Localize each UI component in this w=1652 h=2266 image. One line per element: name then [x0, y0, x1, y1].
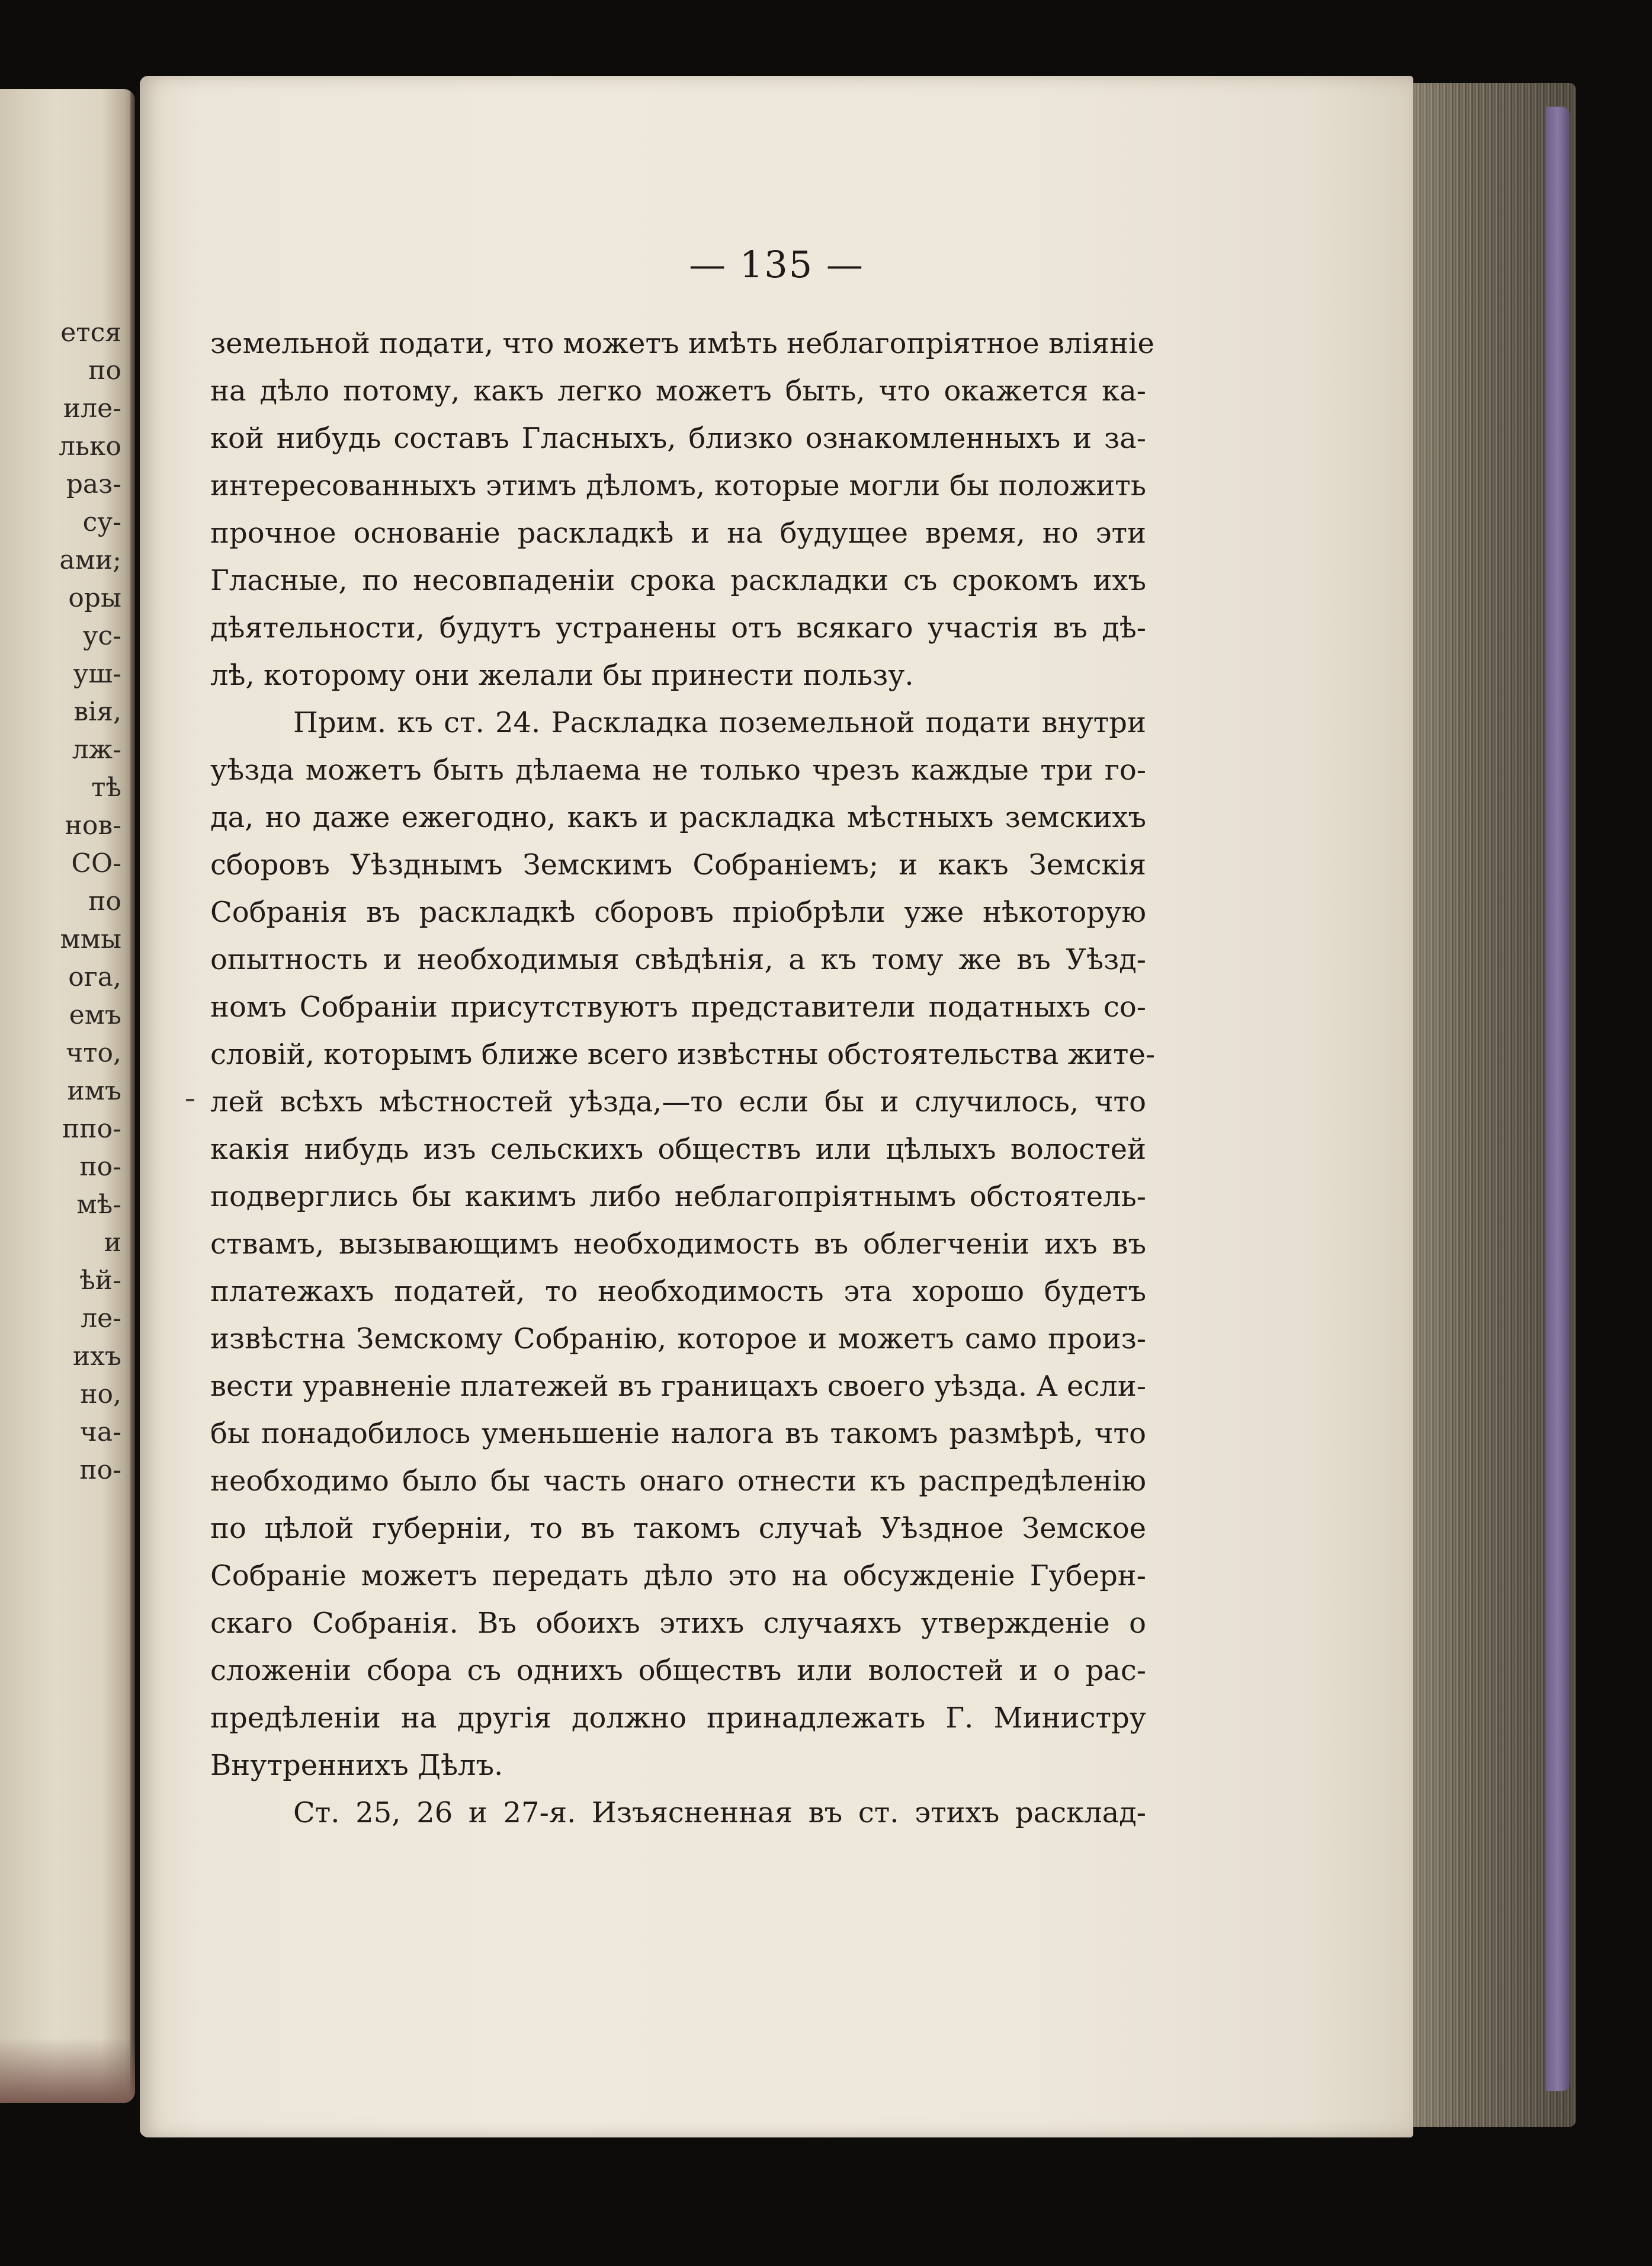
previous-page-line: ихъ	[72, 1341, 121, 1371]
previous-page-line: ле-	[81, 1303, 121, 1334]
previous-page-line: ется	[60, 318, 121, 348]
text-line: извѣстна Земскому Собранію, которое и можетъ само произ-	[210, 1322, 1146, 1355]
previous-page-line: су-	[82, 507, 121, 537]
previous-page-line: вія,	[73, 697, 121, 727]
previous-page-line: по-	[79, 1152, 121, 1182]
previous-page-line: ами;	[59, 545, 121, 575]
previous-page-line: лж-	[72, 735, 121, 765]
text-line: ствамъ, вызывающимъ необходимость въ облегченіи ихъ въ	[210, 1227, 1146, 1261]
page-body	[210, 320, 1156, 1836]
text-line: земельной подати, что можетъ имѣть неблагопріятное вліяніе	[210, 327, 1154, 360]
text-line: да, но даже ежегодно, какъ и раскладка мѣстныхъ земскихъ	[210, 801, 1146, 834]
previous-page-line: емъ	[69, 1000, 121, 1030]
previous-page-line: ммы	[60, 924, 121, 954]
gutter-shadow	[130, 89, 135, 2103]
text-line: на дѣло потому, какъ легко можетъ быть, что окажется ка-	[210, 374, 1146, 408]
previous-page-line: ус-	[82, 621, 121, 651]
text-line: Ст. 25, 26 и 27-я. Изъясненная въ ст. этихъ расклад-	[293, 1796, 1146, 1829]
previous-page-line: по	[88, 355, 121, 386]
text-line: скаго Собранія. Въ обоихъ этихъ случаяхъ утвержденіе о	[210, 1607, 1146, 1640]
previous-page-line: иле-	[63, 393, 121, 424]
previous-page-line: ппо-	[62, 1114, 121, 1144]
previous-page-line: оры	[68, 583, 121, 613]
margin-mark	[186, 1099, 194, 1101]
text-line: дѣятельности, будутъ устранены отъ всякаго участія въ дѣ-	[210, 611, 1146, 645]
text-line: бы понадобилось уменьшеніе налога въ такомъ размѣрѣ, что	[210, 1417, 1146, 1450]
previous-page-line: но,	[80, 1379, 121, 1409]
previous-page-line: что,	[66, 1038, 121, 1068]
text-line: сборовъ Уѣзднымъ Земскимъ Собраніемъ; и какъ Земскія	[210, 848, 1146, 882]
text-line: необходимо было бы часть онаго отнести къ распредѣленію	[210, 1464, 1146, 1498]
page-stain	[0, 2038, 135, 2103]
previous-page-line: ога,	[68, 962, 121, 992]
text-line: Гласные, по несовпаденіи срока раскладки съ срокомъ ихъ	[210, 564, 1146, 597]
previous-page-sliver	[0, 89, 135, 2103]
previous-page-line: имъ	[67, 1076, 121, 1106]
text-line: словій, которымъ ближе всего извѣстны обстоятельства жите-	[210, 1038, 1156, 1071]
previous-page-line: ѣй-	[79, 1265, 121, 1296]
previous-page-line: нов-	[65, 810, 121, 841]
text-line: платежахъ податей, то необходимость эта хорошо будетъ	[210, 1275, 1146, 1308]
previous-page-line: по	[88, 886, 121, 916]
text-line: подверглись бы какимъ либо неблагопріятнымъ обстоятель-	[210, 1180, 1146, 1213]
text-line: Внутреннихъ Дѣлъ.	[210, 1749, 503, 1782]
previous-page-line: раз-	[66, 469, 121, 499]
text-line: лѣ, которому они желали бы принести пользу.	[210, 659, 914, 692]
previous-page-line: мѣ-	[76, 1190, 121, 1220]
text-line: какія нибудь изъ сельскихъ обществъ или цѣлыхъ волостей	[210, 1133, 1146, 1166]
previous-page-line: и	[104, 1227, 121, 1258]
text-line: Собраніе можетъ передать дѣло это на обсужденіе Губерн-	[210, 1559, 1146, 1592]
text-line: интересованныхъ этимъ дѣломъ, которые могли бы положить	[210, 469, 1146, 502]
text-line: уѣзда можетъ быть дѣлаема не только чрезъ каждые три го-	[210, 754, 1146, 787]
text-line: сложеніи сбора съ однихъ обществъ или волостей и о рас-	[210, 1654, 1146, 1687]
text-line: лей всѣхъ мѣстностей уѣзда,—то если бы и случилось, что	[210, 1085, 1146, 1118]
text-line: Прим. къ ст. 24. Раскладка поземельной подати внутри	[293, 706, 1146, 739]
text-line: опытность и необходимыя свѣдѣнія, а къ тому же въ Уѣзд-	[210, 943, 1146, 976]
previous-page-text	[0, 314, 121, 1489]
previous-page-line: ча-	[79, 1417, 121, 1447]
text-line: номъ Собраніи присутствуютъ представители податныхъ со-	[210, 991, 1146, 1024]
text-line: по цѣлой губерніи, то въ такомъ случаѣ Уѣздное Земское	[210, 1512, 1146, 1545]
previous-page-line: СО-	[71, 848, 121, 879]
page-number: — 135 —	[689, 243, 864, 286]
text-line: вести уравненіе платежей въ границахъ своего уѣзда. А если-	[210, 1370, 1146, 1403]
previous-page-line: лько	[59, 431, 121, 461]
book-cover-edge	[1546, 107, 1570, 2091]
previous-page-line: уш-	[73, 659, 121, 689]
text-line: Собранія въ раскладкѣ сборовъ пріобрѣли уже нѣкоторую	[210, 896, 1146, 929]
text-line: предѣленіи на другія должно принадлежать Г. Министру	[210, 1701, 1146, 1735]
text-line: кой нибудь составъ Гласныхъ, близко ознакомленныхъ и за-	[210, 422, 1146, 455]
previous-page-line: тѣ	[91, 773, 121, 803]
text-line: прочное основаніе раскладкѣ и на будущее время, но эти	[210, 517, 1146, 550]
previous-page-line: по-	[79, 1455, 121, 1485]
